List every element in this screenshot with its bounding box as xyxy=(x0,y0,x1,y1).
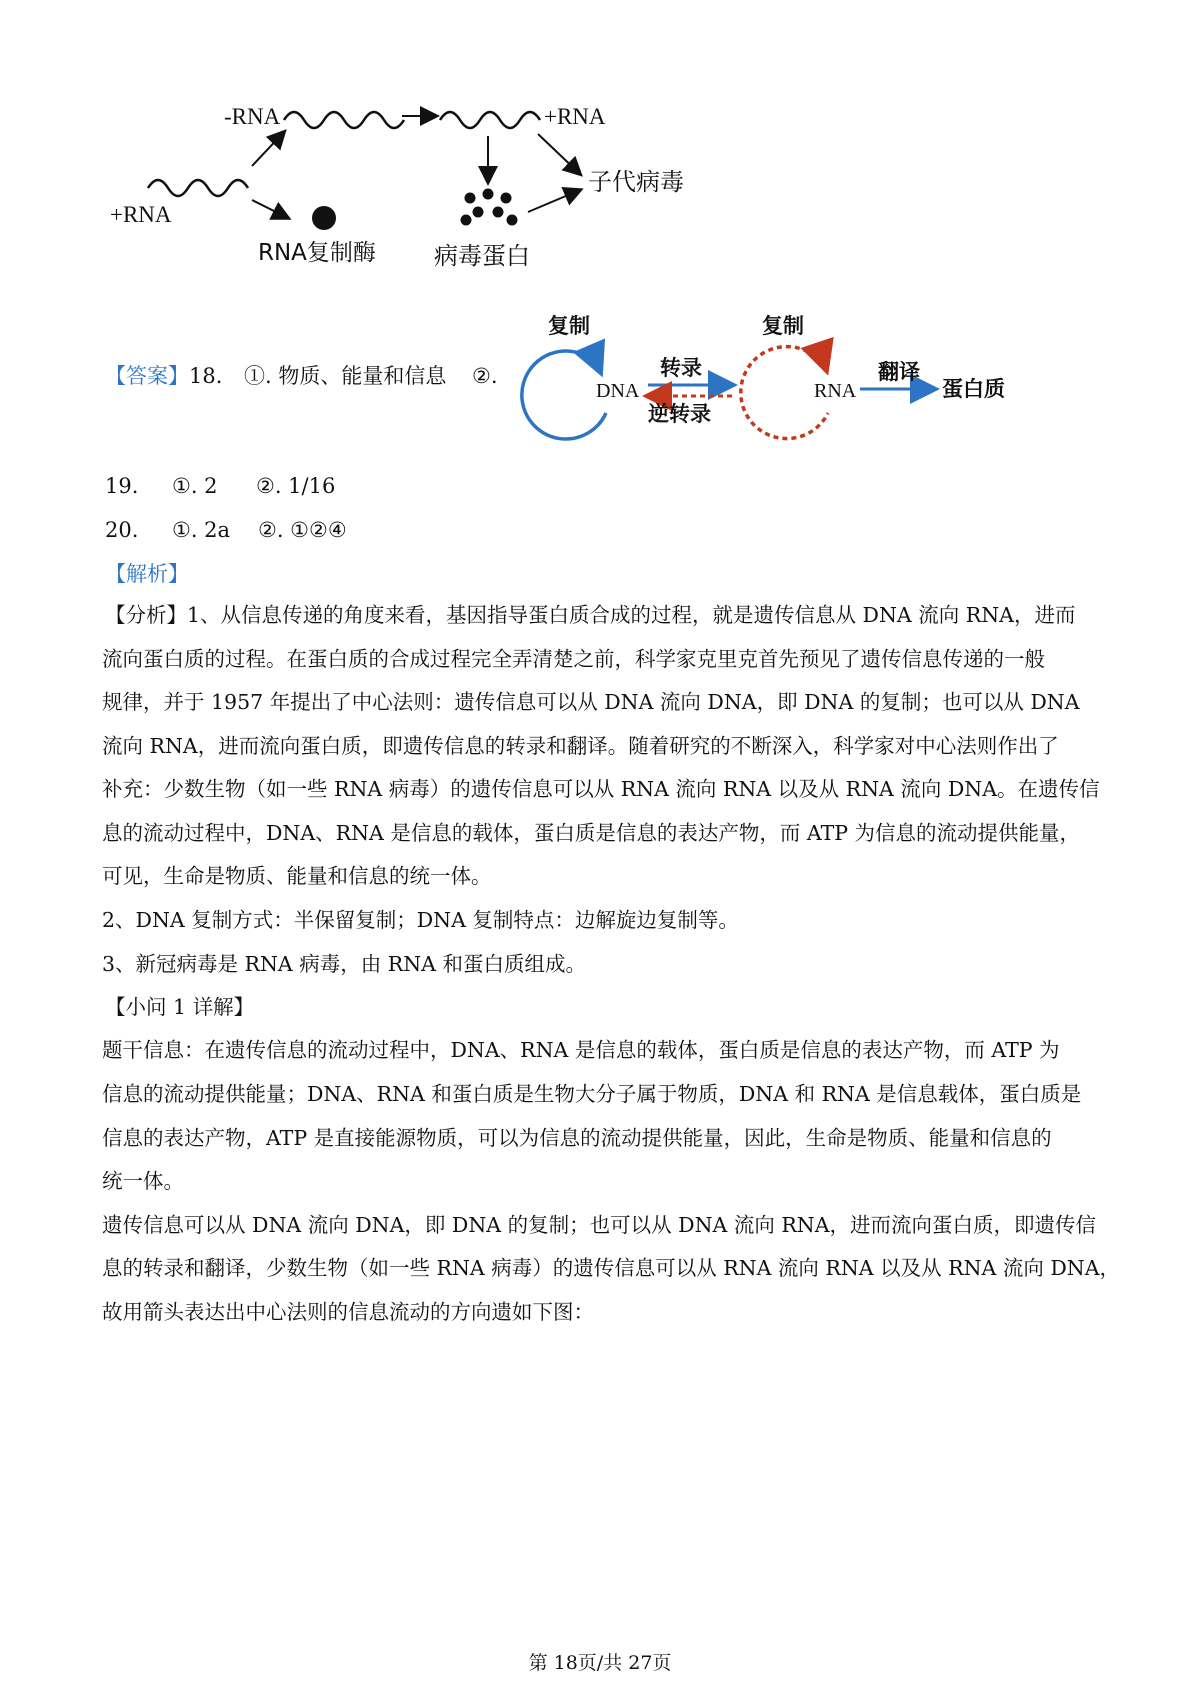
reverse-transcription-label: 逆转录 xyxy=(648,402,711,426)
analysis-line-6: 息的流动过程中，DNA、RNA 是信息的载体，蛋白质是信息的表达产物，而 ATP 为信息的流动提供能量， xyxy=(102,821,1081,845)
answer-tag: 【答案】 xyxy=(105,364,189,388)
analysis-line-5: 补充：少数生物（如一些 RNA 病毒）的遗传信息可以从 RNA 流向 RNA 以及从 RNA 流向 DNA。在遗传信 xyxy=(102,777,1100,801)
arrow-to-progeny-top xyxy=(538,134,580,174)
answer-18-part1: ①. 物质、能量和信息 xyxy=(244,364,447,388)
pos-rna-label-left: +RNA xyxy=(110,202,172,227)
answer-18-part2: ②. xyxy=(472,364,498,388)
detail-line-6: 息的转录和翻译，少数生物（如一些 RNA 病毒）的遗传信息可以从 RNA 流向 RNA 以及从 RNA 流向 DNA， xyxy=(102,1256,1121,1280)
arrow-to-neg-rna xyxy=(252,132,284,166)
answer-18-num: 18. xyxy=(189,364,223,388)
virus-replication-figure xyxy=(100,80,740,280)
analysis-line-9: 3、新冠病毒是 RNA 病毒，由 RNA 和蛋白质组成。 xyxy=(102,952,586,976)
detail-line-2: 信息的流动提供能量；DNA、RNA 和蛋白质是生物大分子属于物质，DNA 和 RNA 是信息载体，蛋白质是 xyxy=(102,1082,1082,1106)
analysis-line-8: 2、DNA 复制方式：半保留复制；DNA 复制特点：边解旋边复制等。 xyxy=(102,908,739,932)
detail-line-1: 题干信息：在遗传信息的流动过程中，DNA、RNA 是信息的载体，蛋白质是信息的表达产物，而 ATP 为 xyxy=(102,1038,1060,1062)
replicate-left-label: 复制 xyxy=(548,314,590,338)
central-dogma-figure xyxy=(510,305,1020,455)
analysis-line-7: 可见，生命是物质、能量和信息的统一体。 xyxy=(102,864,492,888)
transcription-label: 转录 xyxy=(660,356,702,380)
rna-replicase-label: RNA复制酶 xyxy=(258,240,376,266)
analysis-line-2: 流向蛋白质的过程。在蛋白质的合成过程完全弄清楚之前，科学家克里克首先预见了遗传信息传递的一般 xyxy=(102,647,1045,671)
answer-19-num: 19. xyxy=(105,474,139,498)
translation-label: 翻译 xyxy=(878,360,920,384)
sub-question-1-heading: 【小问 1 详解】 xyxy=(105,995,255,1019)
progeny-virus-label: 子代病毒 xyxy=(588,168,684,196)
rna-label: RNA xyxy=(814,380,857,402)
analysis-tag: 【解析】 xyxy=(105,562,189,586)
analysis-line-4: 流向 RNA，进而流向蛋白质，即遗传信息的转录和翻译。随着研究的不断深入，科学家对中心法则作出了 xyxy=(102,734,1059,758)
analysis-line-3: 规律，并于 1957 年提出了中心法则：遗传信息可以从 DNA 流向 DNA，即 DNA 的复制；也可以从 DNA xyxy=(102,690,1080,714)
arrow-to-enzyme xyxy=(252,200,288,218)
viral-protein-dots xyxy=(461,189,518,226)
viral-protein-label: 病毒蛋白 xyxy=(434,242,530,270)
protein-label: 蛋白质 xyxy=(942,377,1005,401)
answer-20-part2: ②. ①②④ xyxy=(258,518,347,542)
analysis-line-1: 【分析】1、从信息传递的角度来看，基因指导蛋白质合成的过程，就是遗传信息从 DNA 流向 RNA，进而 xyxy=(105,603,1076,627)
pos-rna-wave-right xyxy=(440,112,540,128)
answer-19-part2: ②. 1/16 xyxy=(256,474,336,498)
replicate-right-label: 复制 xyxy=(762,314,804,338)
detail-line-3: 信息的表达产物，ATP 是直接能源物质，可以为信息的流动提供能量，因此，生命是物质、能量和信息的 xyxy=(102,1126,1052,1150)
neg-rna-label: -RNA xyxy=(224,104,281,129)
neg-rna-wave xyxy=(284,112,404,128)
page-footer: 第 18页/共 27页 xyxy=(528,1652,672,1674)
answer-19-part1: ①. 2 xyxy=(172,474,218,498)
dna-label: DNA xyxy=(596,380,640,402)
dna-replication-arrow xyxy=(580,351,600,371)
pos-rna-wave-left xyxy=(148,180,248,196)
answer-18-row xyxy=(105,362,222,390)
pos-rna-label-right: +RNA xyxy=(544,104,606,129)
answer-20-num: 20. xyxy=(105,518,139,542)
detail-line-4: 统一体。 xyxy=(102,1169,184,1193)
rna-replicase-dot xyxy=(312,206,336,230)
dna-replication-arc xyxy=(522,351,606,439)
detail-line-5: 遗传信息可以从 DNA 流向 DNA，即 DNA 的复制；也可以从 DNA 流向 RNA，进而流向蛋白质，即遗传信 xyxy=(102,1213,1097,1237)
arrow-to-progeny-bottom xyxy=(528,190,580,212)
answer-20-part1: ①. 2a xyxy=(172,518,231,542)
rna-replication-arrow xyxy=(810,351,826,369)
detail-line-7: 故用箭头表达出中心法则的信息流动的方向遗如下图： xyxy=(102,1300,594,1324)
